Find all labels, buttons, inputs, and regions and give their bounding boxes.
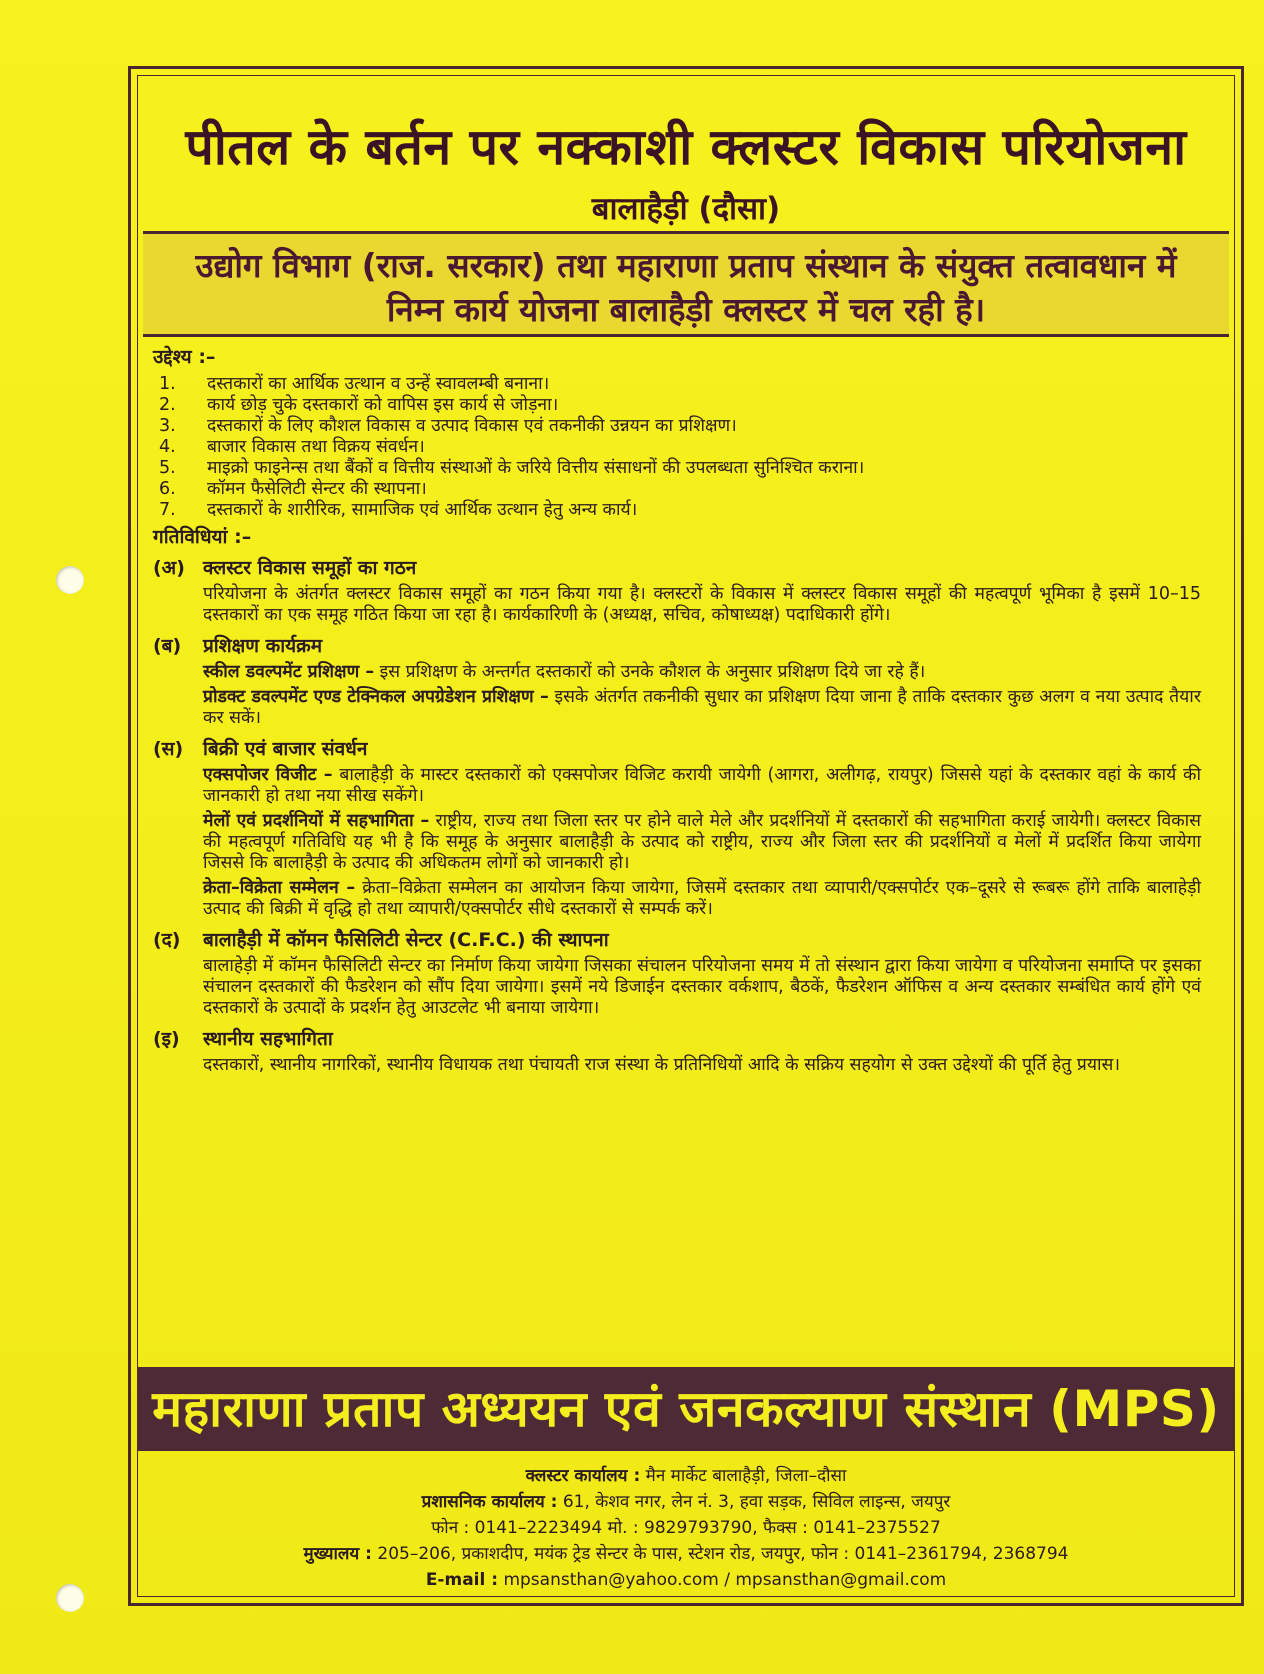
section-c-para-2: मेलों एवं प्रदर्शनियों में सहभागिता – राष्ट्रीय, राज्य तथा जिला स्तर पर होने वाले मेले और प्रदर्शनियों में दस्तकारों की सहभागिता कराई जायेगी। क्लस्टर विकास की महत्वपूर्ण गतिविधि यह भी है कि समूह के अनुसार बालाहैड़ी के उत्पाद को राष्ट्रीय, राज्य और जिला स्तर की प्रदर्शनियों व मेलों में प्रदर्शित किया जायेगा जिससे कि बालाहैड़ी के उत्पाद की अधिकतम लोगों को जानकारी हो। xyxy=(203,811,1201,873)
section-b-para-2: प्रोडक्ट डवल्पमेंट एण्ड टेक्निकल अपग्रेडेशन प्रशिक्षण – इसके अंतर्गत तकनीकी सुधार का प्रशिक्षण दिया जाना है ताकि दस्तकार कुछ अलग व नया उत्पाद तैयार कर सकें। xyxy=(203,687,1201,728)
punch-hole-bottom xyxy=(56,1584,84,1612)
organization-name-band: महाराणा प्रताप अध्ययन एवं जनकल्याण संस्थान (MPS) xyxy=(137,1367,1235,1451)
phone-line: फोन : 0141–2223494 मो. : 9829793790, फैक्स : 0141–2375527 xyxy=(431,1518,941,1538)
punch-hole-top xyxy=(56,566,84,594)
section-a-heading: (अ) क्लस्टर विकास समूहों का गठन xyxy=(153,557,417,579)
list-item: 4. बाजार विकास तथा विक्रय संवर्धन। xyxy=(159,437,425,457)
objectives-heading: उद्देश्य :– xyxy=(153,346,216,368)
section-c-para-1: एक्सपोजर विजीट – बालाहैड़ी के मास्टर दस्तकारों को एक्सपोजर विजिट करायी जायेगी (आगरा, अलीगढ़, रायपुर) जिससे यहां के दस्तकार वहां के कार्य की जानकारी हो तथा नया सीख सकेंगे। xyxy=(203,765,1201,806)
page-title: पीतल के बर्तन पर नक्काशी क्लस्टर विकास परियोजना xyxy=(185,118,1187,176)
list-item: 3. दस्तकारों के लिए कौशल विकास व उत्पाद विकास एवं तकनीकी उन्नयन का प्रशिक्षण। xyxy=(159,416,737,436)
section-e-text: दस्तकारों, स्थानीय नागरिकों, स्थानीय विधायक तथा पंचायती राज संस्था के प्रतिनिधियों आदि के सक्रिय सहयोग से उक्त उद्देश्यों की पूर्ति हेतु प्रयास। xyxy=(203,1055,1120,1075)
admin-office-line: प्रशासनिक कार्यालय : 61, केशव नगर, लेन नं. 3, हवा सड़क, सिविल लाइन्स, जयपुर xyxy=(421,1492,951,1512)
section-d-heading: (द) बालाहैड़ी में कॉमन फैसिलिटी सेन्टर (C.F.C.) की स्थापना xyxy=(153,929,609,951)
section-b-para-1: स्कील डवल्पमेंट प्रशिक्षण – इस प्रशिक्षण के अन्तर्गत दस्तकारों को उनके कौशल के अनुसार प्रशिक्षण दिये जा रहे हैं। xyxy=(203,662,926,682)
objectives-list xyxy=(153,374,1201,521)
announcement-banner xyxy=(143,231,1229,337)
contact-block xyxy=(131,1463,1241,1593)
page-subtitle: बालाहैड़ी (दौसा) xyxy=(591,191,781,227)
email-address: mpsansthan@yahoo.com / mpsansthan@gmail.com xyxy=(503,1570,947,1590)
banner-line-1: उद्योग विभाग (राज. सरकार) तथा महाराणा प्रताप संस्थान के संयुक्त तत्वावधान में xyxy=(195,246,1177,285)
document-frame xyxy=(128,66,1244,1606)
list-item: 7. दस्तकारों के शारीरिक, सामाजिक एवं आर्थिक उत्थान हेतु अन्य कार्य। xyxy=(159,500,638,520)
section-c-para-3: क्रेता–विक्रेता सम्मेलन – क्रेता–विक्रेता सम्मेलन का आयोजन किया जायेगा, जिसमें दस्तकार तथा व्यापारी/एक्सपोर्टर एक–दूसरे से रूबरू होंगे ताकि बालाहेड़ी उत्पाद की बिक्री में वृद्धि हो तथा व्यापारी/एक्सपोर्टर सीधे दस्तकारों से सम्पर्क करें। xyxy=(203,878,1201,919)
list-item: 1. दस्तकारों का आर्थिक उत्थान व उन्हें स्वावलम्बी बनाना। xyxy=(159,374,550,394)
list-item: 5. माइक्रो फाइनेन्स तथा बैंकों व वित्तीय संस्थाओं के जरिये वित्तीय संसाधनों की उपलब्धता सुनिश्चित कराना। xyxy=(159,458,865,478)
email-line: E-mail : mpsansthan@yahoo.com / mpsansthan@gmail.com xyxy=(425,1570,947,1590)
list-item: 6. कॉमन फैसेलिटी सेन्टर की स्थापना। xyxy=(159,479,427,499)
section-e-heading: (इ) स्थानीय सहभागिता xyxy=(153,1028,333,1050)
section-c-heading: (स) बिक्री एवं बाजार संवर्धन xyxy=(153,738,368,760)
main-content xyxy=(153,343,1201,1076)
activities-heading: गतिविधियां :– xyxy=(153,526,252,548)
section-d-text: बालाहेड़ी में कॉमन फैसिलिटी सेन्टर का निर्माण किया जायेगा जिसका संचालन परियोजना समय में तो संस्थान द्वारा किया जायेगा व परियोजना समाप्ति पर इसका संचालन दस्तकारों की फैडरेशन को सौंप दिया जायेगा। इसमें नये डिजाईन दस्तकार वर्कशाप, बैठकें, फैडरेशन ऑफिस व अन्य दस्तकार सम्बंधित कार्य होंगे एवं दस्तकारों के उत्पादों के प्रदर्शन हेतु आउटलेट भी बनाया जायेगा। xyxy=(203,956,1201,1018)
section-b-heading: (ब) प्रशिक्षण कार्यक्रम xyxy=(153,635,323,657)
banner-line-2: निम्न कार्य योजना बालाहैड़ी क्लस्टर में चल रही है। xyxy=(386,290,986,329)
list-item: 2. कार्य छोड़ चुके दस्तकारों को वापिस इस कार्य से जोड़ना। xyxy=(159,395,559,415)
headquarters-line: मुख्यालय : 205–206, प्रकाशदीप, मयंक ट्रेड सेन्टर के पास, स्टेशन रोड, जयपुर, फोन : 0141–2361794, 2368794 xyxy=(303,1544,1069,1564)
cluster-office-line: क्लस्टर कार्यालय : मैन मार्केट बालाहैड़ी, जिला–दौसा xyxy=(525,1466,847,1486)
section-a-text: परियोजना के अंतर्गत क्लस्टर विकास समूहों का गठन किया गया है। क्लस्टरों के विकास में क्लस्टर विकास समूहों की महत्वपूर्ण भूमिका है इसमें 10–15 दस्तकारों का एक समूह गठित किया जा रहा है। कार्यकारिणी के (अध्यक्ष, सचिव, कोषाध्यक्ष) पदाधिकारी होंगे। xyxy=(203,584,1201,625)
